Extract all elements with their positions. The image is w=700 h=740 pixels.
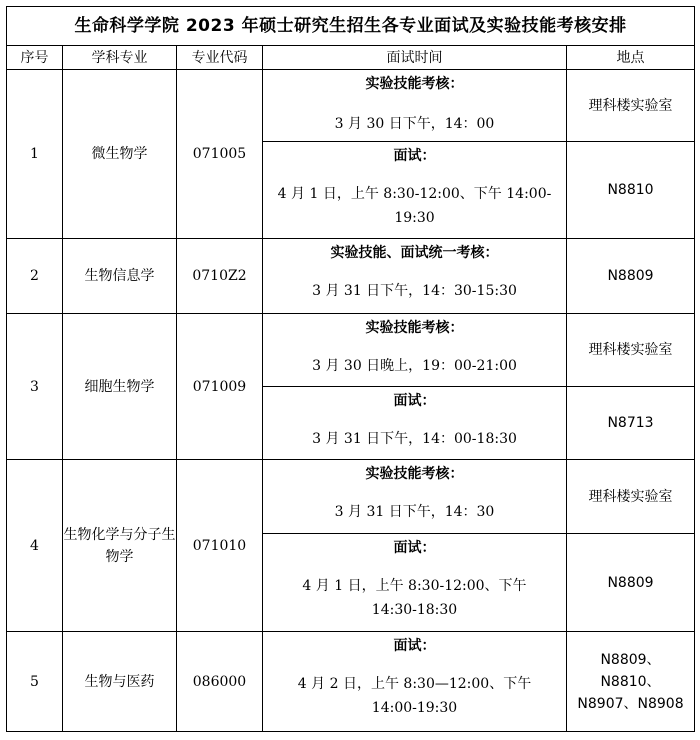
session-type: 实验技能、面试统一考核： — [330, 245, 499, 261]
header-no: 序号 — [7, 46, 63, 70]
schedule-table — [6, 6, 695, 732]
session-place: N8810 — [567, 142, 695, 239]
row-code: 086000 — [177, 632, 263, 732]
header-major: 学科专业 — [63, 46, 177, 70]
row-major: 细胞生物学 — [63, 314, 177, 460]
session-type: 面试： — [393, 540, 436, 556]
session-place: N8809 — [567, 239, 695, 314]
table-row — [7, 70, 695, 142]
row-no: 3 — [7, 314, 63, 460]
table-row — [7, 460, 695, 534]
row-code: 071010 — [177, 460, 263, 632]
header-place: 地点 — [567, 46, 695, 70]
row-code: 0710Z2 — [177, 239, 263, 314]
session-time: 4 月 2 日，上午 8:30—12:00、下午 14:00-19:30 — [297, 676, 532, 716]
session-cell — [263, 632, 567, 732]
row-major: 生物信息学 — [63, 239, 177, 314]
session-cell — [263, 142, 567, 239]
row-no: 2 — [7, 239, 63, 314]
session-type: 实验技能考核： — [365, 76, 464, 92]
header-time: 面试时间 — [263, 46, 567, 70]
session-cell — [263, 70, 567, 142]
row-major: 生物与医药 — [63, 632, 177, 732]
session-time: 4 月 1 日，上午 8:30-12:00、下午 14:00-19:30 — [277, 186, 552, 226]
session-type: 面试： — [393, 393, 436, 409]
session-place: N8809 — [567, 534, 695, 632]
session-time: 3 月 30 日晚上，19：00-21:00 — [312, 358, 517, 374]
session-time: 3 月 31 日下午，14：30-15:30 — [312, 283, 517, 299]
session-cell — [263, 460, 567, 534]
session-cell — [263, 387, 567, 460]
session-cell — [263, 314, 567, 387]
session-place: 理科楼实验室 — [567, 460, 695, 534]
session-time: 3 月 30 日下午，14：00 — [334, 116, 495, 132]
row-no: 1 — [7, 70, 63, 239]
session-type: 实验技能考核： — [365, 320, 464, 336]
session-type: 实验技能考核： — [365, 466, 464, 482]
table-title: 生命科学学院 2023 年硕士研究生招生各专业面试及实验技能考核安排 — [7, 7, 695, 46]
session-place: 理科楼实验室 — [567, 70, 695, 142]
table-row — [7, 314, 695, 387]
session-place: 理科楼实验室 — [567, 314, 695, 387]
row-code: 071009 — [177, 314, 263, 460]
row-no: 5 — [7, 632, 63, 732]
session-time: 4 月 1 日，上午 8:30-12:00、下午 14:30-18:30 — [302, 578, 527, 618]
row-major: 微生物学 — [63, 70, 177, 239]
session-place: N8713 — [567, 387, 695, 460]
table-row — [7, 239, 695, 314]
header-code: 专业代码 — [177, 46, 263, 70]
row-no: 4 — [7, 460, 63, 632]
session-place: N8809、N8810、N8907、N8908 — [567, 632, 695, 732]
session-cell — [263, 239, 567, 314]
session-time: 3 月 31 日下午，14：00-18:30 — [312, 431, 517, 447]
session-type: 面试： — [393, 638, 436, 654]
row-code: 071005 — [177, 70, 263, 239]
session-cell — [263, 534, 567, 632]
row-major: 生物化学与分子生物学 — [63, 460, 177, 632]
session-time: 3 月 31 日下午，14：30 — [334, 504, 495, 520]
session-type: 面试： — [393, 148, 436, 164]
table-row — [7, 632, 695, 732]
